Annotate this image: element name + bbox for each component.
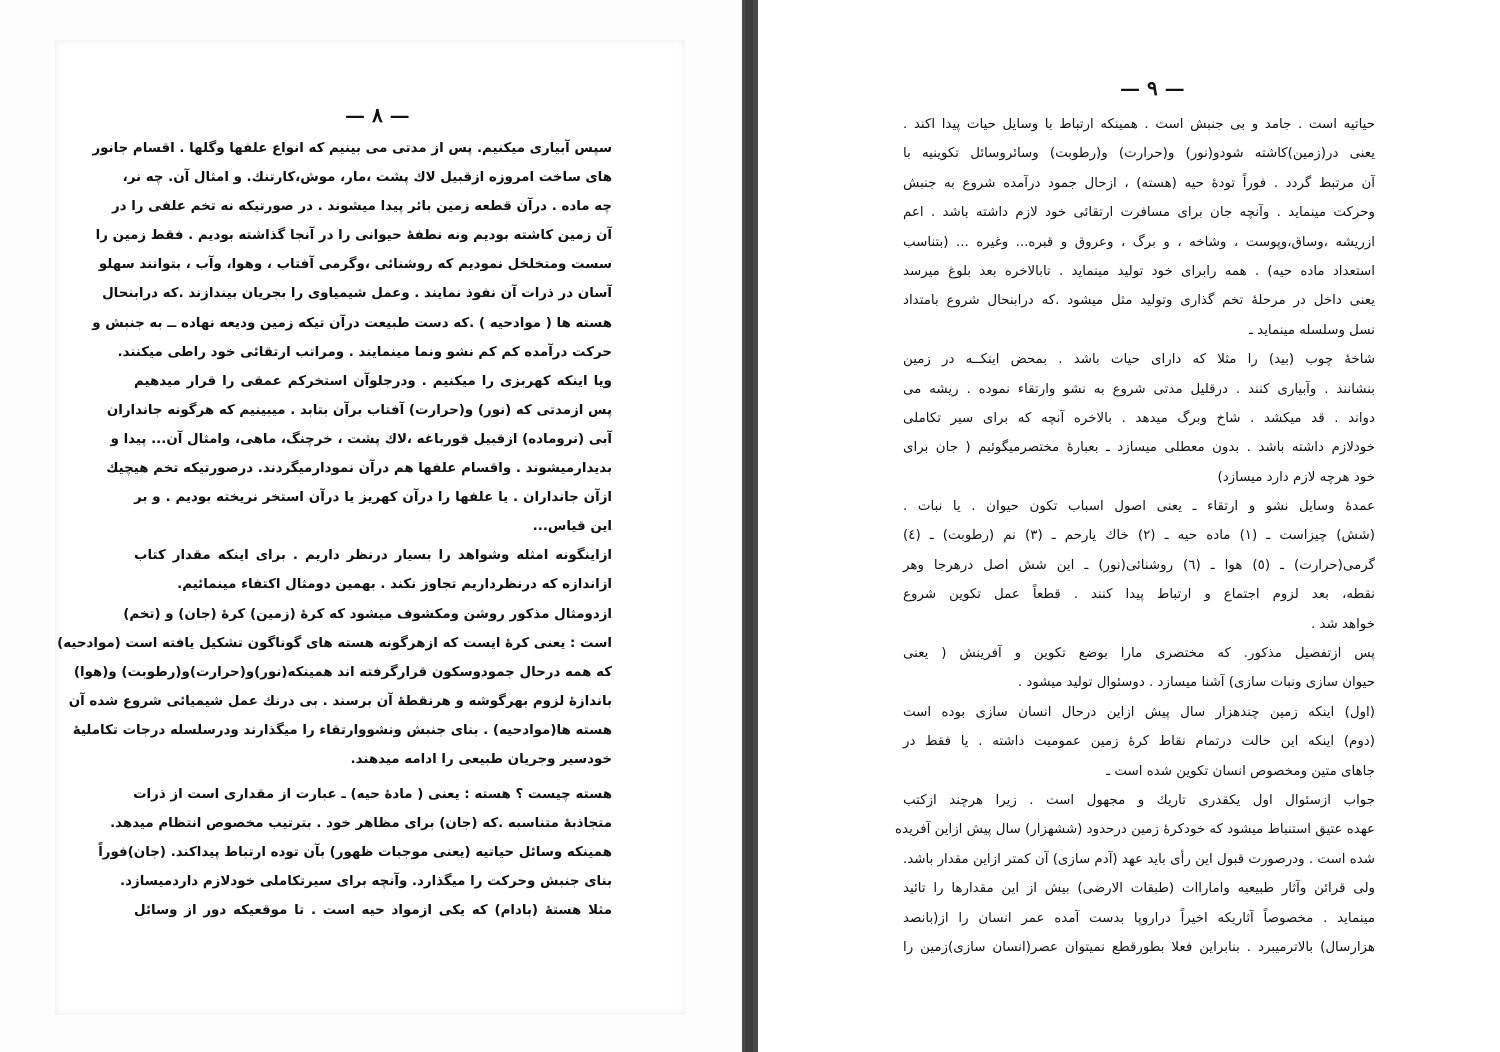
- left-page-text-block: [57, 134, 612, 926]
- text-line: پس ازمدتی که (نور) و(حرارت) آفتاب برآن بتابد . میبینیم که هرگونه جانداران: [106, 402, 612, 418]
- text-line: هسته ها ( موادحیه ) .که دست طبیعت درآن تیکه زمین ودیعه نهاده ــ به جنبش و: [92, 315, 612, 331]
- left-page-number: — ٨ —: [345, 103, 410, 127]
- text-line: یعنی داخل در مرحلهٔ تخم گذاری وتولید مثل میشود .که درابنحال شروع بامتداد: [903, 293, 1375, 309]
- text-line: ازریشه ،وساق،وپوست ، وشاخه ، و برگ ، وعروق و قبره... وغیره ... (بتناسب: [903, 234, 1375, 250]
- text-line: آسان در ذرات آن نفوذ نمایند . وعمل شیمیاوی را بجریان بیندازند .که درابنحال: [102, 286, 612, 302]
- text-line: که همه درحال جمودوسکون قرارگرفته اند همینکه(نور)و(حرارت)و(رطوبت) و(هوا): [73, 664, 612, 680]
- text-line: نسل وسلسله مینماید ـ: [1248, 322, 1375, 338]
- text-line: خودسیر وجریان طبیعی را ادامه میدهند.: [350, 751, 612, 767]
- text-line: یعنی در(زمین)کاشته شودو(نور) و(حرارت) و(رطوبت) وسائروسائل تکوینیه با: [903, 146, 1375, 162]
- text-line: آن مرتبط گردد . فوراً تودهٔ حیه (هسته) ، ازحال جمود درآمده شروع به جنبش: [903, 175, 1375, 191]
- text-line: همینکه وسائل حیاتیه (یعنی موجبات ظهور) بآن توده ارتباط پیداکند. (جان)فوراً: [98, 845, 612, 861]
- text-line: ویا اینکه کهربزی را میکنیم . ودرجلوآن استخرکم عمقی را قرار میدهیم: [134, 373, 612, 389]
- text-line: باندازهٔ لزوم بهرگوشه و هرنقطهٔ آن برسند . بی درنك عمل شیمیائی شروع شده آن: [68, 693, 612, 709]
- text-line: بنای جنبش وحرکت را میگذارد. وآنچه برای سیرتکاملی خودلازم داردمیسازد.: [120, 874, 612, 890]
- text-line: ازدومثال مذکور روشن ومکشوف میشود که کرهٔ (زمین) کرهٔ (جان) و (تخم): [123, 606, 612, 622]
- text-line: عهده عتیق استنباط میشود که خودکرهٔ زمین درحدود (ششهزار) سال پیش ازاین آفریده: [895, 822, 1375, 838]
- text-line: حیوان سازی ونبات سازی) آشنا میسازد . دوسئوال تولید میشود .: [1017, 675, 1375, 691]
- text-line: ازاینگونه امثله وشواهد را بسیار درنظر داریم . برای اینکه مقدار کتاب: [134, 548, 612, 564]
- text-line: هزارسال) بالاترمیبرد . بنابراین فعلا بطورقطع نمیتوان عصر(انسان سازی)زمین را: [903, 939, 1375, 955]
- text-line: مینماید . مخصوصاً آثاریکه اخیراً دراروپا بدست آمده عمر انسان را از(بانصد: [903, 910, 1375, 926]
- text-line: گرمی(حرارت) ـ (٥) هوا ـ (٦) روشنائی(نور) ـ این شش اصل درهرجا وهر: [903, 557, 1376, 573]
- text-line: وحرکت مینماید . وآنچه جان برای مسافرت ارتقائی خود لازم داشته باشد . اعم: [903, 205, 1375, 221]
- text-line: عمدهٔ وسایل نشو و ارتقاء ـ یعنی اصول اسباب تکون حیوان . یا نبات .: [903, 499, 1375, 515]
- text-line: خود هرچه لازم دارد میسازد): [1217, 469, 1375, 485]
- text-line: بنشانند . وآبیاری کنند . درقلیل مدتی شروع به نشو وارتقاء نموده . ریشه می: [903, 381, 1375, 397]
- text-line: آبی (نروماده) ازقبیل قورباغه ،لاك پشت ، خرچنگ، ماهی، وامثال آن... پیدا و: [110, 431, 612, 447]
- text-line: سست ومتخلخل نمودیم که روشنائی ،وگرمی آفتاب ، وهوا، وآب ، بتوانند سهلو: [98, 257, 612, 273]
- text-line: هسته چیست ؟ هسته : یعنی ( مادهٔ حیه) ـ عبارت از مقداری است از ذرات: [133, 787, 612, 803]
- text-line: پس ازتفصیل مذکور. که مختصری مارا بوضع تکوین و آفرینش ( یعنی: [903, 646, 1375, 662]
- right-page-number: — ٩ —: [1120, 76, 1185, 100]
- text-line: جواب ازسئوال اول یکقدری تاریك و مجهول است . زیرا هرچند ازکتب: [903, 792, 1375, 808]
- right-page: [758, 0, 1500, 1052]
- book-gutter-shadow: [745, 0, 753, 1052]
- text-line: حرکت درآمده کم کم نشو ونما مینمایند . ومراتب ارتقائی خود راطی میکنند.: [117, 344, 612, 360]
- text-line: دواند . قد میکشد . شاخ وبرگ میدهد . بالاخره آنچه که برای سیر تکاملی: [903, 410, 1375, 426]
- text-line: ازاندازه که درنظرداریم تجاوز نکند . بهمین دومثال اکتفاء مینمائیم.: [177, 577, 612, 593]
- text-line: چه ماده . درآن قطعه زمین بائر پیدا میشوند . در صورتیکه نه تخم علفی را در: [111, 199, 612, 215]
- text-line: های ساخت امروزه ازقبیل لاك پشت ،مار، موش،کارتنك. و امثال آن. چه نر،: [122, 170, 612, 186]
- text-line: استعداد ماده حیه) . همه رابرای خود تولید مینماید . تابالاخره بعد بلوغ میرسد: [903, 263, 1375, 279]
- text-line: سپس آبیاری میکنیم. پس از مدتی می بینیم که انواع علفها وگلها . اقسام جانور: [92, 141, 612, 156]
- text-line: ازآن جانداران . یا علفها را درآن کهریز یا درآن استخر نریخته بودیم . و بر: [134, 490, 612, 506]
- text-line: خودلازم داشته باشد . بدون معطلی میسازد ـ بعبارهٔ مختصرمیگوئیم ( جان برای: [903, 440, 1375, 456]
- text-line: متجاذبهٔ متناسبه .که (جان) برای مظاهر خود . بترتیب مخصوص انتظام میدهد.: [110, 816, 612, 832]
- text-line: حیاتیه است . جامد و بی جنبش است . همینکه ارتباط با وسایل حیات پیدا اکند .: [903, 117, 1375, 132]
- text-line: بدیدارمیشوند . واقسام علفها هم درآن نمودارمیگردند. درصورتیکه تخم هیچیك: [106, 461, 612, 477]
- text-line: این قیاس...: [532, 519, 612, 535]
- text-line: مثلا هستهٔ (بادام) که یکی ازمواد حیه است . تا موقعیکه دور از وسائل: [134, 903, 612, 919]
- text-line: است : یعنی کرهٔ ایست که ازهرگونه هسته های گوناگون تشکیل یافته است (موادحیه): [57, 635, 612, 651]
- right-page-text-block: [895, 110, 1376, 962]
- text-line: (اول) اینکه زمین چندهزار سال پیش ازاین درحال انسان سازی بوده است: [903, 704, 1375, 720]
- text-line: نقطه، بعد لزوم اجتماع و ارتباط پیدا کنند . قطعاً عمل تکوین شروع: [903, 587, 1375, 603]
- text-line: جاهای متین ومخصوص انسان تکوین شده است ـ: [1106, 763, 1375, 779]
- text-line: شده است . ودرصورت قبول این رأی باید عهد (آدم سازی) آن کمتر ازاین مقدار باشد.: [903, 851, 1375, 867]
- text-line: (شش) چیزاست ـ (١) ماده حیه ـ (٢) خاك یارحم ـ (٣) نم (رطوبت) ـ (٤): [903, 528, 1375, 544]
- text-line: آن زمین کاشته بودیم ونه نطفهٔ حیوانی را در آنجا گذاشته بودیم . فقط زمین را: [95, 228, 612, 244]
- text-line: خواهد شد .: [1310, 616, 1375, 632]
- text-line: ولی قرائن وآثار طبیعیه واماراات (طبقات الارضی) بیش از این مقدارها را تائید: [903, 881, 1375, 897]
- text-line: (دوم) اینکه این حالت درتمام نقاط کرهٔ زمین عمومیت داشته . یا فقط در: [903, 734, 1375, 750]
- text-line: هسته ها(موادحیه) . بنای جنبش ونشووارتقاء را میگذارند ودرسلسله درجات تکاملیهٔ: [72, 722, 612, 738]
- text-line: شاخهٔ چوب (بید) را مثلا که دارای حیات باشد . بمحض اینکــه در زمین: [903, 352, 1375, 368]
- left-page: [0, 0, 742, 1052]
